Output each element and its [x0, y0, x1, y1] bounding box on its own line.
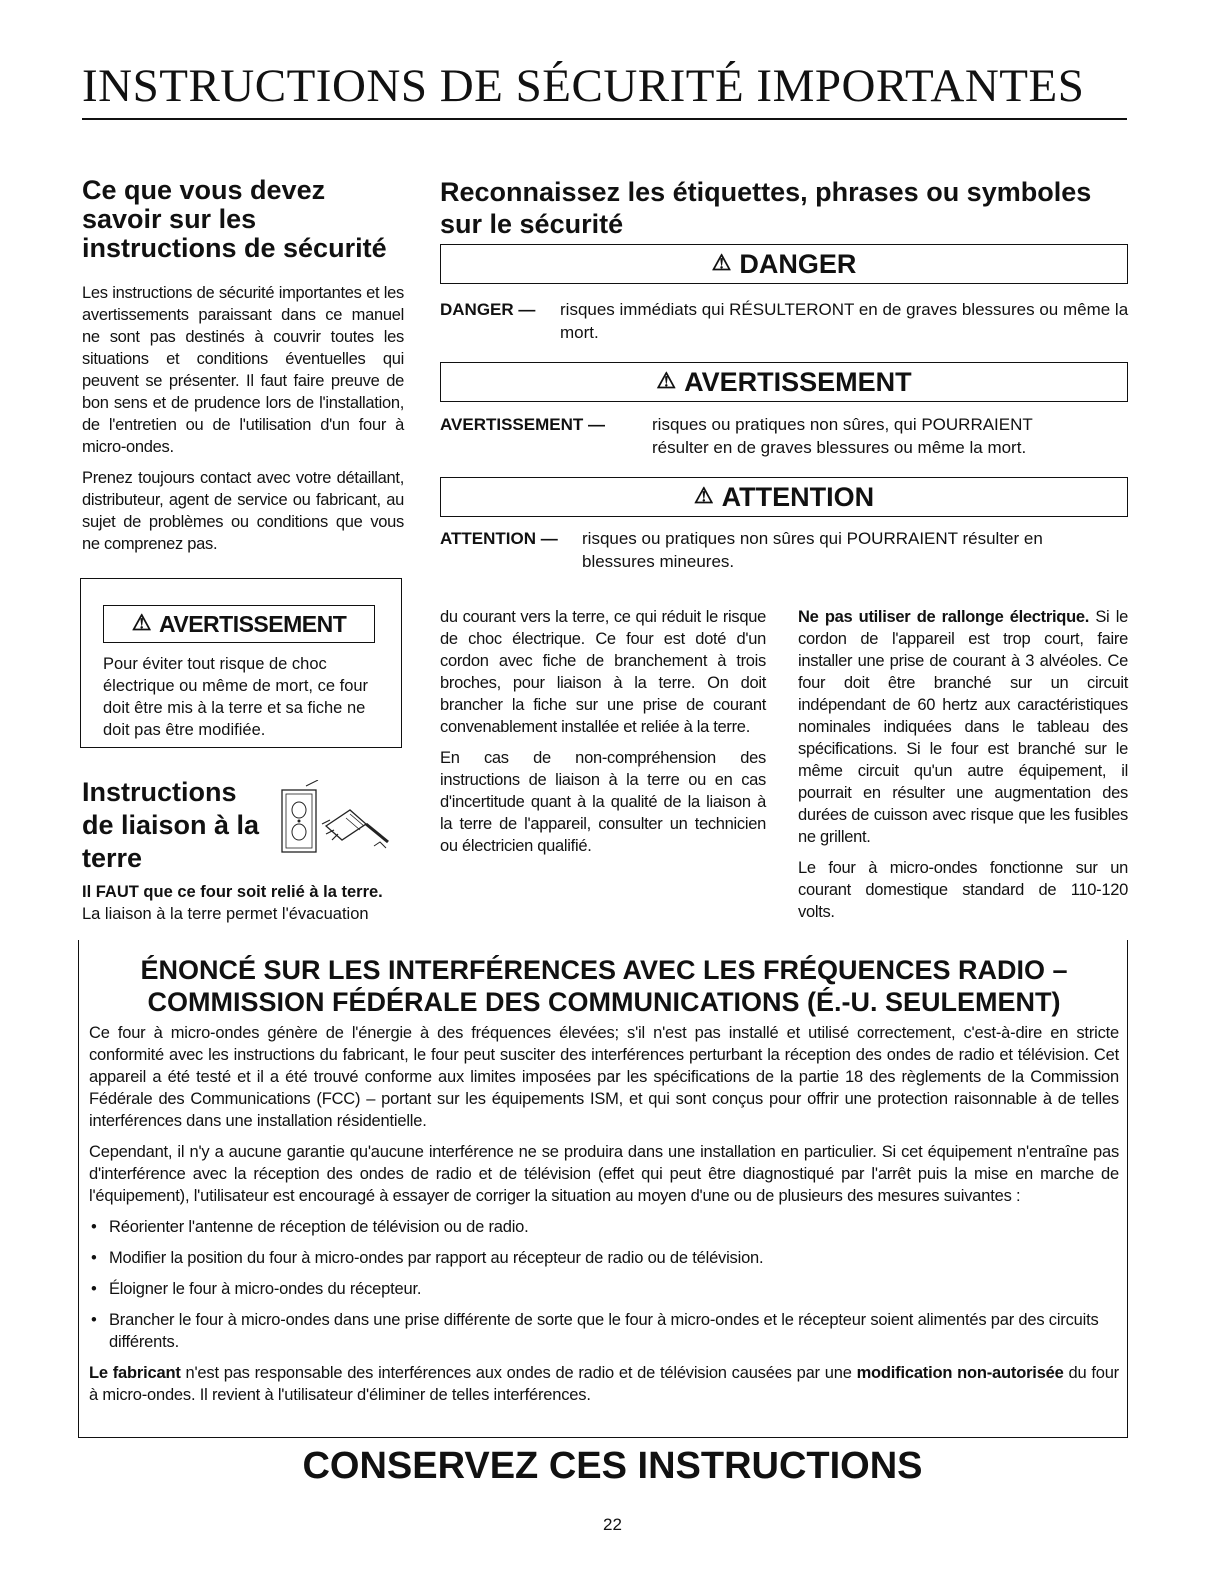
fcc-paragraph-2: Cependant, il n'y a aucune garantie qu'aucune interférence ne se produira dans une installation en particulier. Si cet équipement n'entraîne pas d'interférence avec la réception des ondes de radio et de télévision (effet qui peut être diagnostiqué par l'arrêt puis la mise en marche de l'équipement), l'utilisateur est encouragé à essayer de corriger la situation au moyen d'une ou de plusieurs des mesures suivantes : — [89, 1143, 1119, 1205]
signals-heading: Reconnaissez les étiquettes, phrases ou symboles sur le sécurité — [440, 177, 1092, 239]
fcc-title — [79, 954, 1129, 1018]
right-para1-text: Si le cordon de l'appareil est trop court, faire installer une prise de courant à 3 alvéoles. Ce four doit être branché sur un circuit indépendant de 60 hertz aux caractéristiques nominales indiquées dans le tableau des spécifications. Si le four est branché sur le même circuit qu'un autre équipement, il pourrait en résulter une augmentation des durées de cuisson avec risque que les fusibles ne grillent. — [798, 608, 1128, 846]
fcc-bullet: • Brancher le four à micro-ondes dans une prise différente de sorte que le four à micro-ondes et le récepteur soient alimentés par des circuits différents. — [89, 1309, 1119, 1353]
fcc-box — [78, 940, 1128, 1438]
fcc-paragraph-1: Ce four à micro-ondes génère de l'énergie à des fréquences élevées; s'il n'est pas installé et utilisé correctement, c'est-à-dire en stricte conformité avec les instructions du fabricant, le four peut susciter des interférences perturbant la réception des ondes de radio et télévision. Cet appareil a été testé et il a été trouvé conforme aux limites imposées par les spécifications de la partie 18 des règlements de la Commission Fédérale des Communications (FCC) – portant sur les équipements ISM, et qui sont conçus pour offrir une protection raisonnable à de telles interférences dans une installation résidentielle. — [89, 1024, 1119, 1130]
fcc-bullet: • Éloigner le four à micro-ondes du récepteur. — [89, 1278, 1119, 1300]
danger-label-box — [440, 244, 1128, 284]
middle-column — [440, 606, 766, 866]
fcc-final-bold-1: Le fabricant — [89, 1364, 181, 1382]
right-paragraph-1 — [798, 606, 1128, 848]
fcc-bullet-list — [89, 1216, 1119, 1353]
attention-label-box — [440, 477, 1128, 517]
left-paragraph-1: Les instructions de sécurité importantes et les avertissements paraissant dans ce manuel ne sont pas destinés à couvrir toutes les situations et conditions éventuelles qui peuvent se présenter. Il faut faire preuve de bon sens et de prudence lors de l'installation, de l'entretien ou de l'utilisation d'un four à micro-ondes. — [82, 284, 404, 456]
ground-bold-line: Il FAUT que ce four soit relié à la terre. — [82, 883, 383, 901]
fcc-final-paragraph — [89, 1362, 1119, 1406]
middle-paragraph-2: En cas de non-compréhension des instructions de liaison à la terre ou en cas d'incertitude quant à la qualité de la liaison à la terre de l'appareil, consulter un technicien ou électricien qualifié. — [440, 749, 766, 855]
danger-label: DANGER — [739, 248, 857, 279]
left-heading: Ce que vous devez savoir sur les instructions de sécurité — [82, 175, 387, 263]
warning-triangle-icon: ⚠ — [711, 250, 732, 275]
attention-label: ATTENTION — [721, 481, 875, 512]
left-warning-label: AVERTISSEMENT — [158, 610, 347, 637]
attention-key: ATTENTION — — [440, 529, 558, 548]
ground-normal-line: La liaison à la terre permet l'évacuation — [82, 905, 369, 923]
fcc-bullet: • Réorienter l'antenne de réception de télévision ou de radio. — [89, 1216, 1119, 1238]
fcc-title-line-2: COMMISSION FÉDÉRALE DES COMMUNICATIONS (É.-U. SEULEMENT) — [147, 987, 1061, 1017]
left-warning-text: Pour éviter tout risque de choc électrique ou même de mort, ce four doit être mis à la terre et sa fiche ne doit pas être modifiée. — [103, 655, 369, 739]
fcc-title-line-1: ÉNONCÉ SUR LES INTERFÉRENCES AVEC LES FRÉQUENCES RADIO – — [140, 955, 1068, 985]
fcc-final-text-1: n'est pas responsable des interférences aux ondes de radio et de télévision causées par une — [180, 1364, 857, 1382]
warning-triangle-icon: ⚠ — [131, 610, 151, 635]
left-paragraph-2: Prenez toujours contact avec votre détaillant, distributeur, agent de service ou fabricant, au sujet de problèmes ou conditions que vous ne comprenez pas. — [82, 469, 404, 553]
fcc-final-text-2: du four à micro-ondes. Il revient à l'utilisateur d'éliminer de telles interférences. — [89, 1364, 1119, 1404]
left-warning-box — [80, 578, 402, 748]
right-column — [798, 606, 1128, 932]
middle-paragraph-1: du courant vers la terre, ce qui réduit le risque de choc électrique. Ce four est doté d'un cordon avec fiche de branchement à trois broches, pour liaison à la terre. On doit brancher la fiche sur une prise de courant convenablement installée et reliée à la terre. — [440, 608, 766, 736]
warning-triangle-icon: ⚠ — [656, 368, 677, 393]
left-intro — [82, 282, 404, 564]
avertissement-definition — [440, 413, 1130, 459]
ground-heading: Instructions de liaison à la terre — [82, 777, 260, 873]
fcc-final-bold-2: modification non-autorisée — [856, 1364, 1064, 1382]
grounded-plug-icon — [276, 780, 398, 860]
page-number: 22 — [603, 1515, 622, 1534]
right-bold-lead: Ne pas utiliser de rallonge électrique. — [798, 608, 1090, 626]
fcc-bullet: • Modifier la position du four à micro-ondes par rapport au récepteur de radio ou de télévision. — [89, 1247, 1119, 1269]
avertissement-key: AVERTISSEMENT — — [440, 415, 605, 434]
fcc-body — [89, 1022, 1119, 1415]
page-title: INSTRUCTIONS DE SÉCURITÉ IMPORTANTES — [82, 58, 1127, 120]
left-warning-label-box — [103, 605, 375, 643]
footer-title: CONSERVEZ CES INSTRUCTIONS — [302, 1445, 923, 1487]
warning-triangle-icon: ⚠ — [693, 483, 714, 508]
right-paragraph-2: Le four à micro-ondes fonctionne sur un courant domestique standard de 110-120 volts. — [798, 859, 1128, 921]
attention-desc: risques ou pratiques non sûres qui POURRAIENT résulter en blessures mineures. — [582, 529, 1043, 571]
ground-text — [82, 881, 412, 925]
avertissement-desc: risques ou pratiques non sûres, qui POURRAIENT résulter en de graves blessures ou même la mort. — [652, 415, 1033, 457]
attention-definition — [440, 527, 1130, 573]
avertissement-label-box — [440, 362, 1128, 402]
danger-desc: risques immédiats qui RÉSULTERONT en de graves blessures ou même la mort. — [560, 300, 1129, 342]
danger-key: DANGER — — [440, 300, 536, 319]
avertissement-label: AVERTISSEMENT — [684, 366, 912, 397]
danger-definition — [440, 298, 1130, 344]
